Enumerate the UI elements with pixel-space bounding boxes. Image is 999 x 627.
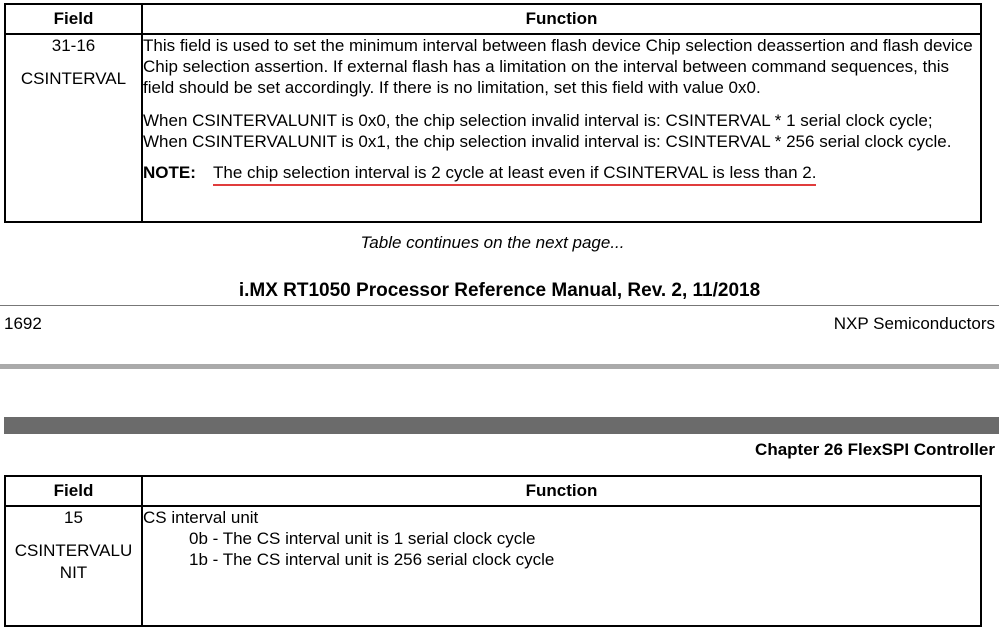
page-number: 1692 [4,314,42,333]
table-row [5,34,981,222]
footer-divider [0,305,999,306]
field-bits: 31-16 [51,36,96,55]
rule-unit-1: When CSINTERVALUNIT is 0x1, the chip selection invalid interval is: CSINTERVAL * 256 serial clock cycle. [143,132,952,151]
table-row [5,506,981,626]
note-label: NOTE: [143,163,196,182]
note-text: The chip selection interval is 2 cycle at least even if CSINTERVAL is less than 2. [213,163,816,186]
function-description: CS interval unit [143,508,259,527]
field-cell [5,506,142,626]
header-field: Field [5,4,142,34]
rule-unit-0: When CSINTERVALUNIT is 0x0, the chip selection invalid interval is: CSINTERVAL * 1 serial clock cycle; [143,111,933,130]
table-header-row [5,476,981,506]
enum-value-1: 1b - The CS interval unit is 256 serial clock cycle [189,550,555,569]
register-table-top [4,3,982,223]
register-table-bottom [4,475,982,627]
chapter-header-bar [4,417,999,434]
function-cell [142,506,981,626]
enum-value-0: 0b - The CS interval unit is 1 serial clock cycle [189,529,536,548]
field-cell [5,34,142,222]
note [143,162,980,183]
field-name [6,540,141,584]
function-interval-rules [143,110,980,152]
function-cell [142,34,981,222]
field-bits: 15 [64,508,83,527]
field-name-line1: CSINTERVALU [14,541,133,560]
header-function: Function [142,476,981,506]
field-name-line2: NIT [59,563,88,582]
table-header-row [5,4,981,34]
chapter-title: Chapter 26 FlexSPI Controller [755,440,995,459]
manual-title: i.MX RT1050 Processor Reference Manual, Rev. 2, 11/2018 [238,280,761,301]
table-continues-notice: Table continues on the next page... [360,233,625,252]
page-separator [0,364,999,369]
field-name: CSINTERVAL [20,69,127,88]
publisher-name: NXP Semiconductors [833,314,995,333]
function-description: This field is used to set the minimum interval between flash device Chip selection deassertion and flash device Chip selection assertion. If external flash has a limitation on the interval between command sequences, this field should be set accordingly. If there is no limitation, set this field with value 0x0. [143,36,973,97]
header-function: Function [142,4,981,34]
header-field: Field [5,476,142,506]
